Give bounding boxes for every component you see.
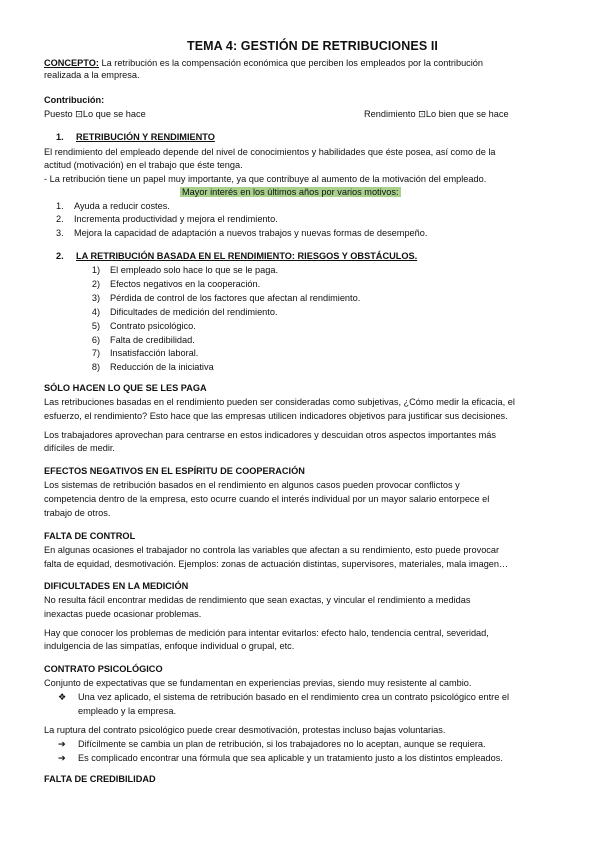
credibilidad-heading: FALTA DE CREDIBILIDAD bbox=[44, 774, 156, 784]
list-item: Mejora la capacidad de adaptación a nuevos trabajos y nuevas formas de desempeño. bbox=[74, 228, 428, 238]
list-number: 2) bbox=[91, 279, 100, 289]
concepto-text-1: La retribución es la compensación económica que perciben los empleados por la contribución bbox=[98, 58, 484, 68]
medicion-line-3: Hay que conocer los problemas de medición para intentar evitarlos: efecto halo, tendencia central, severidad, bbox=[44, 628, 489, 638]
section-1-paragraph-3: - La retribución tiene un papel muy importante, ya que contribuye al aumento de la motivación del empleado. bbox=[44, 174, 487, 184]
contrato-line-2: La ruptura del contrato psicológico puede crear desmotivación, protestas incluso bajas voluntarias. bbox=[44, 725, 446, 735]
list-number: 3. bbox=[56, 228, 64, 238]
solo-line-1: Las retribuciones basadas en el rendimiento pueden ser consideradas como subjetivas, ¿Cómo medir la eficacia, el bbox=[44, 397, 515, 407]
contrato-line-1: Conjunto de expectativas que se fundamentan en experiencias previas, siendo muy resistente al cambio. bbox=[44, 678, 472, 688]
arrow-bullet-icon: ➔ bbox=[58, 739, 66, 749]
list-item: Efectos negativos en la cooperación. bbox=[110, 279, 261, 289]
contribucion-heading: Contribución: bbox=[44, 95, 105, 105]
medicion-line-1: No resulta fácil encontrar medidas de rendimiento que sean exactas, y vincular el rendimiento a medidas bbox=[44, 595, 471, 605]
list-item: Reducción de la iniciativa bbox=[110, 362, 214, 372]
section-1-paragraph-1: El rendimiento del empleado depende del nivel de conocimientos y habilidades que éste posea, así como de la bbox=[44, 147, 496, 157]
medicion-line-4: indulgencia de las simpatías, enfoque individual o grupal, etc. bbox=[44, 641, 295, 651]
section-1-number: 1. bbox=[56, 132, 64, 142]
control-heading: FALTA DE CONTROL bbox=[44, 531, 136, 541]
list-number: 1. bbox=[56, 201, 64, 211]
section-2-heading: LA RETRIBUCIÓN BASADA EN EL RENDIMIENTO: RIESGOS Y OBSTÁCULOS. bbox=[76, 251, 418, 261]
solo-line-4: difíciles de medir. bbox=[44, 443, 115, 453]
highlighted-text: Mayor interés en los últimos años por varios motivos: bbox=[182, 187, 399, 197]
list-item: Insatisfacción laboral. bbox=[110, 348, 199, 358]
highlight-line bbox=[180, 186, 401, 198]
section-2-number: 2. bbox=[56, 251, 64, 261]
solo-line-2: esfuerzo, el rendimiento? Esto hace que las empresas utilicen indicadores objetivos para justificar sus decisiones. bbox=[44, 411, 508, 421]
diamond-bullet-icon: ❖ bbox=[58, 692, 67, 702]
concepto-line-2: realizada a la empresa. bbox=[44, 70, 140, 80]
solo-heading: SÓLO HACEN LO QUE SE LES PAGA bbox=[44, 383, 207, 393]
list-item: Falta de credibilidad. bbox=[110, 335, 195, 345]
contribucion-rendimiento: Rendimiento ⊡Lo bien que se hace bbox=[364, 109, 509, 119]
control-line-1: En algunas ocasiones el trabajador no controla las variables que afectan a su rendimiento, esto puede provocar bbox=[44, 545, 500, 555]
list-number: 5) bbox=[91, 321, 100, 331]
contrato-bullet-line-2: empleado y la empresa. bbox=[78, 706, 177, 716]
list-number: 2. bbox=[56, 214, 64, 224]
page-title: TEMA 4: GESTIÓN DE RETRIBUCIONES II bbox=[187, 39, 438, 53]
section-1-paragraph-2: actitud (motivación) en el trabajo que éste tenga. bbox=[44, 160, 243, 170]
list-number: 3) bbox=[91, 293, 100, 303]
medicion-heading: DIFICULTADES EN LA MEDICIÓN bbox=[44, 581, 189, 591]
control-line-2: falta de equidad, desmotivación. Ejemplos: zonas de actuación distintas, supervisores, materiales, mala imagen… bbox=[44, 559, 509, 569]
list-item: Contrato psicológico. bbox=[110, 321, 196, 331]
list-number: 1) bbox=[91, 265, 100, 275]
efectos-line-3: trabajo de otros. bbox=[44, 508, 111, 518]
contrato-arrow-line-2: Es complicado encontrar una fórmula que sea aplicable y un tratamiento justo a los distintos empleados. bbox=[78, 753, 503, 763]
medicion-line-2: inexactas puede ocasionar problemas. bbox=[44, 609, 202, 619]
list-number: 6) bbox=[91, 335, 100, 345]
concepto-line-1 bbox=[44, 57, 483, 69]
contribucion-puesto: Puesto ⊡Lo que se hace bbox=[44, 109, 146, 119]
concepto-label: CONCEPTO: bbox=[44, 58, 99, 68]
contrato-heading: CONTRATO PSICOLÓGICO bbox=[44, 664, 163, 674]
solo-line-3: Los trabajadores aprovechan para centrarse en estos indicadores y descuidan otros aspectos importantes más bbox=[44, 430, 496, 440]
contrato-arrow-line-1: Difícilmente se cambia un plan de retribución, si los trabajadores no lo aceptan, aunque se requiera. bbox=[78, 739, 486, 749]
efectos-line-1: Los sistemas de retribución basados en el rendimiento en algunos casos pueden provocar conflictos y bbox=[44, 480, 460, 490]
list-number: 7) bbox=[91, 348, 100, 358]
list-item: Pérdida de control de los factores que afectan al rendimiento. bbox=[110, 293, 361, 303]
list-item: Ayuda a reducir costes. bbox=[74, 201, 170, 211]
efectos-line-2: competencia dentro de la empresa, esto ocurre cuando el interés individual por un mayor salario entorpece el bbox=[44, 494, 490, 504]
section-1-heading: RETRIBUCIÓN Y RENDIMIENTO bbox=[76, 132, 215, 142]
contrato-bullet-line-1: Una vez aplicado, el sistema de retribución basado en el rendimiento crea un contrato psicológico entre el bbox=[78, 692, 510, 702]
list-number: 4) bbox=[91, 307, 100, 317]
efectos-heading: EFECTOS NEGATIVOS EN EL ESPÍRITU DE COOPERACIÓN bbox=[44, 466, 305, 476]
list-number: 8) bbox=[91, 362, 100, 372]
list-item: El empleado solo hace lo que se le paga. bbox=[110, 265, 279, 275]
arrow-bullet-icon: ➔ bbox=[58, 753, 66, 763]
list-item: Incrementa productividad y mejora el rendimiento. bbox=[74, 214, 278, 224]
list-item: Dificultades de medición del rendimiento. bbox=[110, 307, 278, 317]
